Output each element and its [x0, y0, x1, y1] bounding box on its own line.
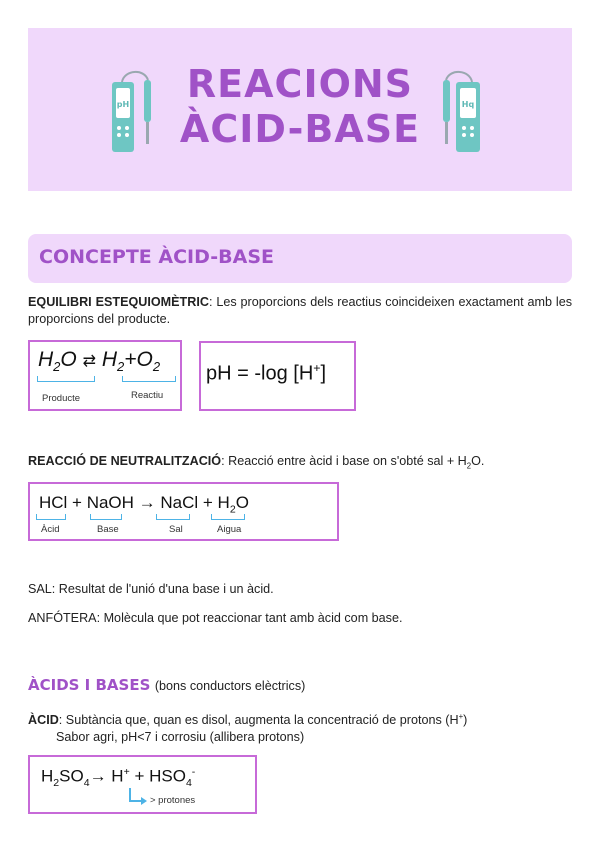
anfotera-definition: ANFÓTERA: Molècula que pot reaccionar tant amb àcid com base. [28, 611, 403, 625]
ph-formula-text: pH = -log [H [206, 362, 314, 385]
sa-arrow-h: → H [89, 766, 124, 786]
hq-meter-label: Hq [461, 100, 475, 109]
acid-definition: : Subtància que, quan es disol, augmenta la concentració de protons (H [58, 713, 459, 728]
acids-bases-heading: ÀCIDS I BASES [28, 676, 151, 694]
water-label: Aigua [217, 524, 242, 535]
section-heading-text: CONCEPTE ÀCID-BASE [39, 246, 274, 268]
neutralitzacio-paragraph [28, 453, 572, 475]
sal-definition: SAL: Resultat de l'unió d'una base i un àcid. [28, 582, 274, 596]
ph-formula-sup: + [313, 361, 321, 375]
acid-definition-sup: + [458, 712, 464, 721]
section-heading-concepte [28, 234, 572, 283]
reactant-brace [122, 376, 176, 382]
sulfuric-acid-box [28, 755, 257, 814]
acid-definition-close: ) [463, 713, 468, 728]
title-line-1: REACIONS [186, 62, 414, 106]
water-brace [211, 514, 245, 520]
eq-left-sub: 2 [53, 359, 61, 375]
ph-formula-close: ] [320, 362, 327, 385]
neut-equation-text: HCl + NaOH → NaCl + H [39, 493, 230, 512]
acid-label: Àcid [41, 524, 60, 535]
sa-sup-2: - [191, 766, 196, 778]
acid-term: ÀCID [28, 713, 59, 728]
equilibrium-arrow: ⇄ [82, 353, 97, 370]
neutralitzacio-definition: : Reacció entre àcid i base on s'obté sal + H [221, 454, 467, 468]
eq-right-plus-o: +O [124, 348, 153, 371]
equilibri-paragraph [28, 294, 572, 328]
reactant-label: Reactiu [131, 390, 164, 401]
acid-line-1 [28, 708, 572, 729]
sulfuric-acid-equation [41, 766, 195, 789]
sa-sub-3: 4 [185, 777, 192, 790]
section-heading-acids-bases [28, 676, 305, 695]
sa-sub-1: 2 [53, 777, 60, 790]
eq-right-h: H [101, 348, 118, 371]
acids-bases-note: (bons conductors elèctrics) [154, 679, 306, 693]
acid-paragraph [28, 708, 572, 746]
equilibri-definition: : Les proporcions dels reactius coincideixen exactament amb les proporcions del producte. [28, 295, 572, 326]
eq-right-sub-2: 2 [152, 359, 161, 375]
title-banner [28, 28, 572, 191]
title-line-2: ÀCID-BASE [179, 107, 421, 151]
neutralitzacio-term: REACCIÓ DE NEUTRALITZACIÓ [28, 454, 222, 468]
sa-so: SO [59, 766, 84, 786]
ph-formula [206, 361, 326, 386]
neut-equation-tail: O [235, 493, 249, 512]
equilibri-term: EQUILIBRI ESTEQUIOMÈTRIC [28, 295, 209, 309]
ph-formula-box [199, 341, 356, 411]
proton-arrow-head [141, 797, 147, 805]
ph-meter-label: pH [116, 100, 130, 109]
sa-h: H [41, 766, 54, 786]
eq-left-o: O [60, 348, 77, 371]
product-brace [37, 376, 95, 382]
neutralitzacio-tail: O. [471, 454, 485, 468]
acid-line-2: Sabor agri, pH<7 i corrosiu (allibera protons) [56, 730, 305, 745]
salt-label: Sal [169, 524, 183, 535]
eq-left-h: H [38, 348, 54, 371]
base-label: Base [97, 524, 119, 535]
salt-brace [156, 514, 190, 520]
neutralization-equation [39, 493, 249, 515]
base-brace [90, 514, 122, 520]
sa-sup-1: + [123, 766, 130, 778]
acid-brace [36, 514, 66, 520]
sa-sub-2: 4 [83, 777, 90, 790]
eq-right-sub: 2 [117, 359, 125, 375]
protons-label: > protones [150, 795, 196, 806]
page-title [28, 62, 572, 152]
neut-equation-sub: 2 [229, 503, 236, 516]
neutralization-equation-box [28, 482, 339, 541]
product-label: Producte [42, 393, 81, 404]
sa-plus-hso: + HSO [129, 766, 186, 786]
water-equation [38, 348, 160, 374]
neutralitzacio-sub: 2 [466, 461, 472, 471]
equation-box-water [28, 340, 182, 411]
hq-meter-icon [432, 68, 484, 154]
